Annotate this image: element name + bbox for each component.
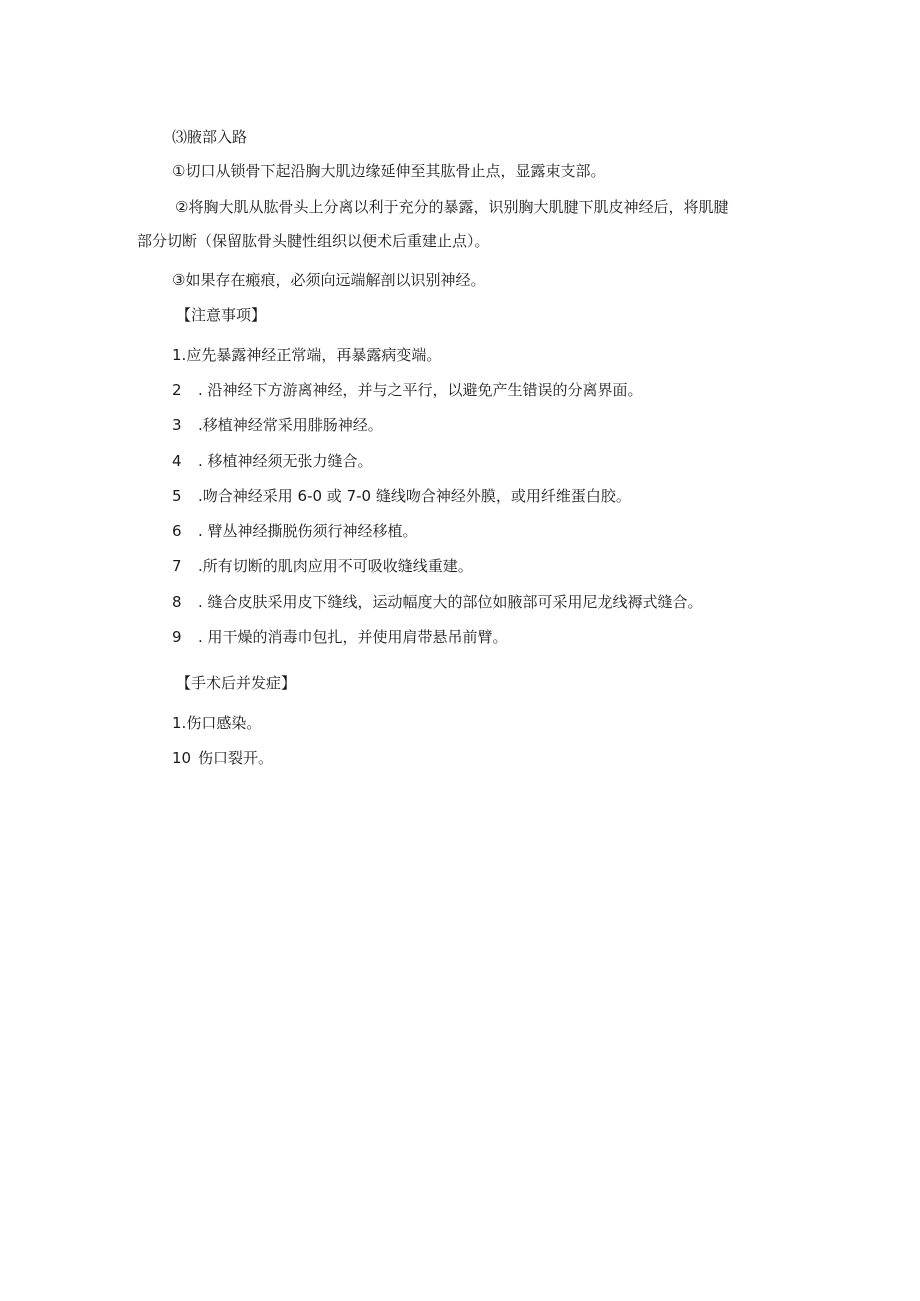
note-text: . 用干燥的消毒巾包扎，并使用肩带悬吊前臂。 bbox=[198, 628, 508, 646]
step-1: ①切口从锁骨下起沿胸大肌边缘延伸至其肱骨止点，显露束支部。 bbox=[172, 162, 606, 180]
note-number: 4 bbox=[172, 452, 182, 470]
note-item bbox=[172, 627, 508, 647]
note-number: 8 bbox=[172, 593, 182, 611]
note-number: 1. bbox=[172, 346, 187, 364]
note-item bbox=[172, 345, 441, 365]
step-3: ③如果存在瘢痕，必须向远端解剖以识别神经。 bbox=[172, 271, 486, 289]
note-item bbox=[172, 380, 643, 400]
note-number: 5 bbox=[172, 487, 182, 505]
complication-number: 10 bbox=[172, 749, 192, 767]
complication-number: 1. bbox=[172, 714, 187, 732]
complication-item bbox=[172, 713, 261, 733]
note-text: . 沿神经下方游离神经，并与之平行，以避免产生错误的分离界面。 bbox=[198, 381, 643, 399]
complication-text: 伤口裂开。 bbox=[198, 749, 274, 767]
notes-heading: 【注意事项】 bbox=[176, 306, 267, 324]
note-number: 6 bbox=[172, 522, 182, 540]
note-text: .吻合神经采用 6-0 或 7-0 缝线吻合神经外膜，或用纤维蛋白胶。 bbox=[198, 487, 631, 505]
note-item bbox=[172, 451, 373, 471]
step-2-paragraph bbox=[137, 197, 797, 251]
step-2-line-2: 部分切断（保留肱骨头腱性组织以便术后重建止点）。 bbox=[137, 232, 490, 250]
note-number: 9 bbox=[172, 628, 182, 646]
note-text: . 臂丛神经撕脱伤须行神经移植。 bbox=[198, 522, 418, 540]
note-item bbox=[172, 415, 383, 435]
note-number: 3 bbox=[172, 416, 182, 434]
step-2-line-1: ②将胸大肌从肱骨头上分离以利于充分的暴露，识别胸大肌腱下肌皮神经后，将肌腱 bbox=[175, 198, 729, 216]
note-item bbox=[172, 556, 473, 576]
note-item bbox=[172, 592, 703, 612]
complication-text: 伤口感染。 bbox=[186, 714, 262, 732]
complications-heading: 【手术后并发症】 bbox=[176, 674, 297, 692]
note-text: .移植神经常采用腓肠神经。 bbox=[198, 416, 383, 434]
section-heading: ⑶腋部入路 bbox=[172, 128, 248, 146]
note-text: .所有切断的肌肉应用不可吸收缝线重建。 bbox=[198, 557, 473, 575]
note-item bbox=[172, 521, 418, 541]
note-number: 7 bbox=[172, 557, 182, 575]
note-text: . 缝合皮肤采用皮下缝线，运动幅度大的部位如腋部可采用尼龙线褥式缝合。 bbox=[198, 593, 703, 611]
note-item bbox=[172, 486, 631, 506]
complication-item bbox=[172, 748, 273, 768]
note-text: . 移植神经须无张力缝合。 bbox=[198, 452, 373, 470]
note-number: 2 bbox=[172, 381, 182, 399]
note-text: 应先暴露神经正常端，再暴露病变端。 bbox=[186, 346, 442, 364]
